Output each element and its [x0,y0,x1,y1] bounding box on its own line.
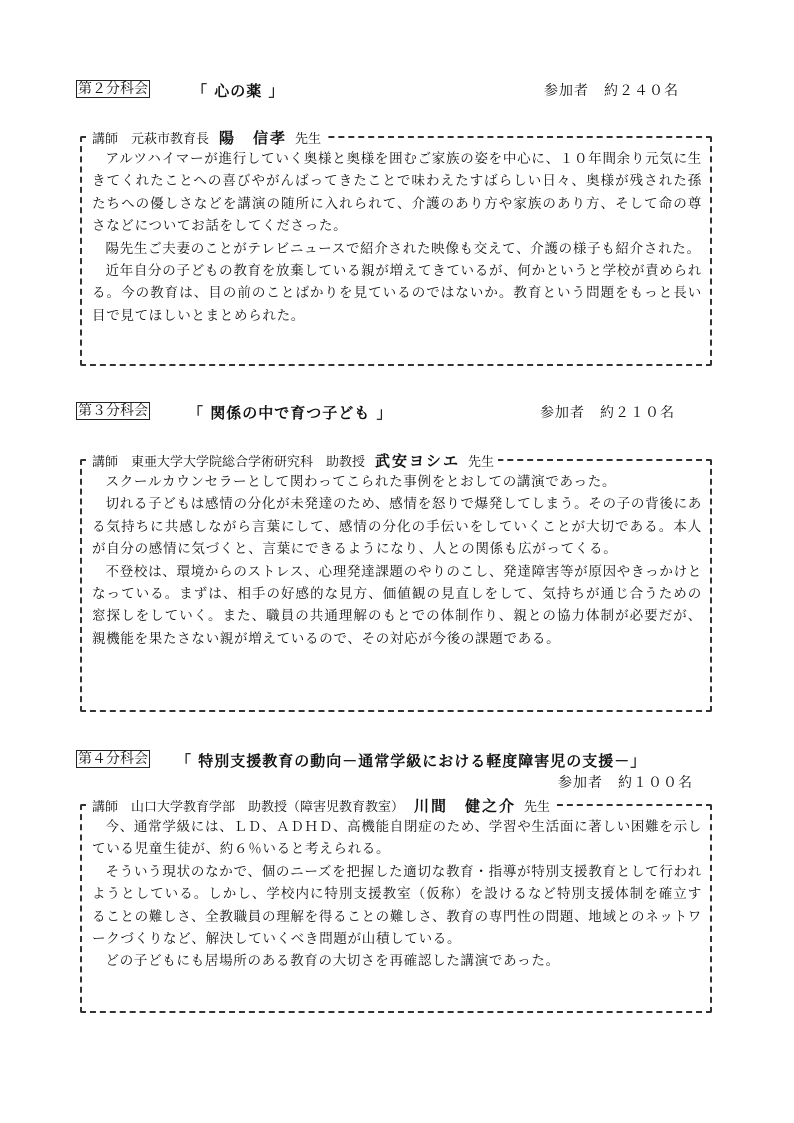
summary-paragraph: 陽先生ご夫妻のことがテレビニュースで紹介された映像も交えて、介護の様子も紹介された。 [105,240,701,257]
lecturer-affiliation: 講師 東亜大学大学院総合学術研究科 助教授 [92,455,366,470]
summary-paragraph: 今、通常学級には、ＬＤ、ＡＤＨＤ、高機能自閉症のため、学習や生活面に著しい困難を示している児童生徒が、約６％いると考えられる。 [92,819,702,858]
section-title: 「 特別支援教育の動向－通常学級における軽度障害児の支援－」 [176,752,647,770]
lecturer-name: 武安ヨシエ [375,452,461,470]
section-label: 第２分科会 [78,81,148,97]
lecture-summary-box [80,129,712,366]
lecturer-affiliation: 講師 元萩市教育長 [92,132,210,147]
lecturer-name: 川間 健之介 [414,797,517,815]
section-label: 第４分科会 [78,751,148,767]
section-title: 「 関係の中で育つ子ども 」 [188,404,393,422]
section-label: 第３分科会 [78,403,148,419]
participant-count: 参加者 約１００名 [558,775,693,791]
lecture-summary [92,816,702,973]
participant-count: 参加者 約２４０名 [544,83,679,99]
lecture-summary [92,471,702,650]
lecture-summary-box [80,452,712,712]
summary-paragraph: アルツハイマーが進行していく奥様と奥様を囲むご家族の姿を中心に、１０年間余り元気に生きてくれたことへの喜びやがんばってきたことで味わえたすばらしい日々、奥様が残された孫たちへの優しさなどを講演の随所に入れられて、介護のあり方や家族のあり方、そして命の尊さなどについてお話をしてくださった。 [92,151,702,235]
lecturer-line [88,450,498,471]
summary-paragraph: 不登校は、環境からのストレス、心理発達課題のやりのこし、発達障害等が原因やきっかけとなっている。まずは、相手の好感的な見方、価値観の見直しをして、気持ちが通じ合うための窓探しをしていく。また、職員の共通理解のもとでの体制作り、親との協力体制が必要だが、親機能を果たさない親が増えているので、その対応が今後の課題である。 [92,563,702,647]
lecturer-honorific: 先生 [468,455,495,470]
lecture-summary [92,148,702,327]
lecturer-honorific: 先生 [295,132,322,147]
lecturer-honorific: 先生 [524,800,551,815]
summary-paragraph: 近年自分の子どもの教育を放棄している親が増えてきているが、何かというと学校が責められる。今の教育は、目の前のことばかりを見ているのではないか。教育という問題をもっと長い目で見てほしいとまとめられた。 [92,263,702,324]
lecturer-line [88,127,325,148]
summary-paragraph: そういう現状のなかで、個のニーズを把握した適切な教育・指導が特別支援教育として行われようとしている。しかし、学校内に特別支援教室（仮称）を設けるなど特別支援体制を確立することの難しさ、全教職員の理解を得ることの難しさ、教育の専門性の問題、地域とのネットワークづくりなど、解決していくべき問題が山積している。 [92,863,702,948]
summary-paragraph: どの子どもにも居場所のある教育の大切さを再確認した講演であった。 [105,953,560,970]
lecturer-affiliation: 講師 山口大学教育学部 助教授（障害児教育教室） [92,800,405,815]
participant-count: 参加者 約２１０名 [540,405,675,421]
lecture-summary-box [80,797,712,1013]
summary-paragraph: スクールカウンセラーとして関わってこられた事例をとおしての講演であった。 [105,474,617,490]
summary-paragraph: 切れる子どもは感情の分化が未発達のため、感情を怒りで爆発してしまう。その子の背後にある気持ちに共感しながら言葉にして、感情の分化の手伝いをしていくことが大切である。本人が自分の感情に気づくと、言葉にできるようになり、人との関係も広がってくる。 [92,496,702,558]
section-title: 「 心の薬 」 [192,82,285,100]
lecturer-line [88,795,554,816]
lecturer-name: 陽 信孝 [219,129,288,147]
